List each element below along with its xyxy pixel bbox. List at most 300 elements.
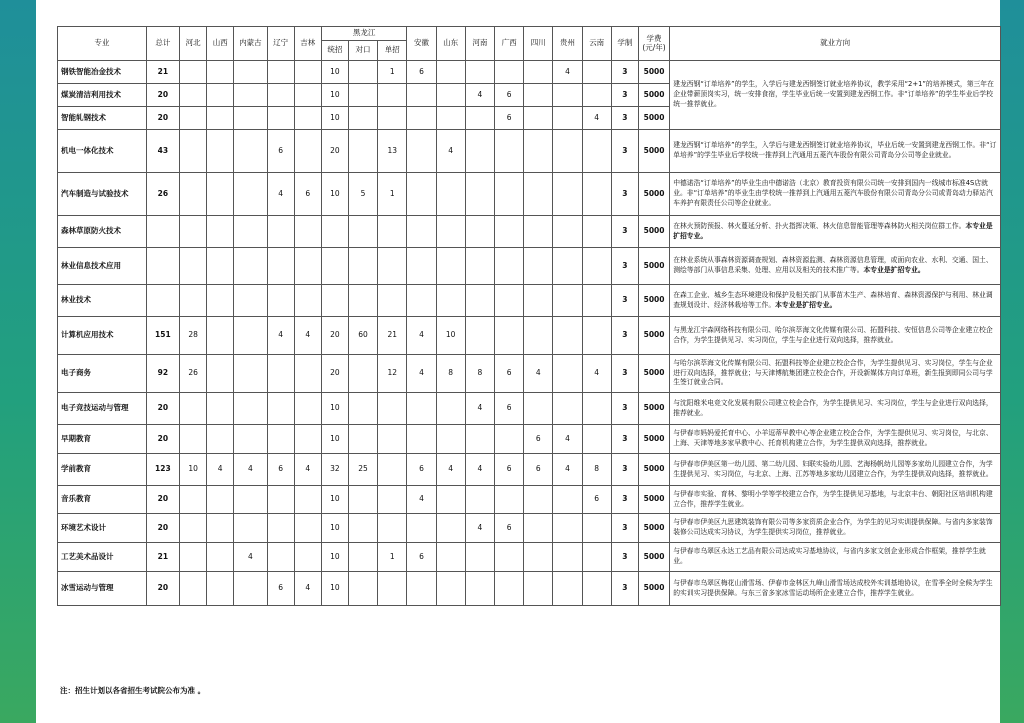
cell-shanxi (207, 216, 234, 248)
cell-danzhao (378, 84, 407, 107)
cell-tongzhao: 10 (321, 173, 348, 216)
header-hlj-danzhao: 单招 (378, 41, 407, 61)
major-name: 智能轧钢技术 (58, 107, 147, 130)
cell-danzhao (378, 514, 407, 543)
cell-liaoning (267, 425, 294, 454)
cell-jilin (294, 486, 321, 514)
cell-jilin (294, 355, 321, 393)
employment-text: 在林火预防预报、林火蔓延分析、扑火指挥决策、林火信息智能管理等森林防火相关岗位群工作。 (673, 221, 966, 230)
cell-shandong (436, 486, 465, 514)
cell-duikou (348, 130, 377, 173)
employment-direction (670, 454, 1001, 486)
cell-danzhao: 21 (378, 317, 407, 355)
cell-total: 20 (146, 107, 179, 130)
cell-anhui (407, 216, 436, 248)
cell-henan: 4 (465, 84, 494, 107)
cell-total: 20 (146, 425, 179, 454)
cell-guizhou (553, 173, 582, 216)
cell-guizhou (553, 216, 582, 248)
cell-liaoning (267, 285, 294, 317)
table-row (58, 355, 1001, 393)
cell-henan: 4 (465, 393, 494, 425)
header-henan: 河南 (465, 27, 494, 61)
table-row (58, 130, 1001, 173)
cell-yunnan (582, 514, 611, 543)
cell-total: 26 (146, 173, 179, 216)
cell-guizhou (553, 486, 582, 514)
employment-text: 与哈尔滨萃海文化传媒有限公司、拓盟科技等企业建立校企合作，为学生提供见习、实习岗位，学生与企业进行双向选择，推荐就业；与天津博航集团建立校企合作，开设新媒体方向订单班，新生报到即同公司与学生签订就业合同。 (673, 358, 993, 387)
footnote: 注：招生计划以各省招生考试院公布为准 。 (60, 686, 206, 695)
cell-guizhou (553, 84, 582, 107)
employment-direction (670, 393, 1001, 425)
cell-yunnan: 6 (582, 486, 611, 514)
cell-yunnan (582, 543, 611, 572)
cell-shandong (436, 425, 465, 454)
cell-liaoning (267, 514, 294, 543)
header-yunnan: 云南 (582, 27, 611, 61)
cell-anhui (407, 248, 436, 285)
cell-sichuan (524, 61, 553, 84)
cell-jilin (294, 216, 321, 248)
cell-sichuan (524, 84, 553, 107)
cell-liaoning (267, 543, 294, 572)
cell-fee: 5000 (638, 285, 669, 317)
cell-guizhou: 4 (553, 61, 582, 84)
cell-anhui: 4 (407, 355, 436, 393)
cell-liaoning (267, 248, 294, 285)
cell-guangxi: 6 (494, 107, 523, 130)
cell-sichuan (524, 216, 553, 248)
cell-henan (465, 486, 494, 514)
cell-tongzhao (321, 285, 348, 317)
cell-shanxi (207, 248, 234, 285)
major-name: 机电一体化技术 (58, 130, 147, 173)
cell-guangxi (494, 130, 523, 173)
cell-sichuan (524, 285, 553, 317)
cell-shandong (436, 285, 465, 317)
cell-jilin: 6 (294, 173, 321, 216)
cell-fee: 5000 (638, 173, 669, 216)
document-sheet (36, 0, 1000, 723)
employment-text: 建龙西钢“订单培养”的学生，入学后与建龙西钢签订就业培养协议，毕业后统一安置到建龙西钢工作。非“订单培养”的学生毕业后学校统一推荐到上汽通用五菱汽车股份有限公司青岛分公司等企业就业。 (673, 141, 997, 159)
cell-neimenggu: 4 (234, 454, 267, 486)
header-row-1 (58, 27, 1001, 41)
header-guizhou: 贵州 (553, 27, 582, 61)
cell-liaoning (267, 486, 294, 514)
cell-henan (465, 317, 494, 355)
cell-years: 3 (611, 486, 638, 514)
cell-tongzhao: 10 (321, 107, 348, 130)
employment-bold: 本专业是扩招专业。 (673, 221, 993, 240)
cell-shanxi (207, 61, 234, 84)
cell-fee: 5000 (638, 425, 669, 454)
cell-shandong (436, 107, 465, 130)
cell-shanxi (207, 285, 234, 317)
header-shandong: 山东 (436, 27, 465, 61)
cell-henan (465, 107, 494, 130)
cell-shandong (436, 173, 465, 216)
cell-neimenggu (234, 355, 267, 393)
cell-shanxi (207, 355, 234, 393)
cell-jilin: 4 (294, 454, 321, 486)
cell-shanxi (207, 393, 234, 425)
employment-direction (670, 425, 1001, 454)
cell-jilin: 4 (294, 572, 321, 606)
table-row (58, 173, 1001, 216)
cell-sichuan (524, 486, 553, 514)
cell-tongzhao: 20 (321, 317, 348, 355)
cell-total (146, 216, 179, 248)
major-name: 电子竞技运动与管理 (58, 393, 147, 425)
cell-tongzhao: 10 (321, 486, 348, 514)
cell-hebei (180, 173, 207, 216)
cell-duikou (348, 425, 377, 454)
employment-text: 中德诺浩“订单培养”的毕业生由中德诺浩（北京）教育投资有限公司统一安排到国内一线城市标准4S店就业。非“订单培养”的毕业生由学校统一推荐到上汽通用五菱汽车股份有限公司青岛分公司或青岛动力驿站汽车养护有限责任公司等企业就业。 (673, 179, 993, 207)
cell-yunnan (582, 285, 611, 317)
cell-jilin (294, 61, 321, 84)
cell-shandong (436, 84, 465, 107)
cell-tongzhao: 10 (321, 393, 348, 425)
cell-henan (465, 572, 494, 606)
cell-years: 3 (611, 393, 638, 425)
cell-hebei (180, 84, 207, 107)
cell-years: 3 (611, 84, 638, 107)
cell-years: 3 (611, 285, 638, 317)
cell-henan (465, 425, 494, 454)
cell-sichuan (524, 130, 553, 173)
header-hlj-tongzhao: 统招 (321, 41, 348, 61)
cell-guizhou (553, 317, 582, 355)
cell-danzhao (378, 454, 407, 486)
cell-anhui (407, 173, 436, 216)
cell-shanxi (207, 514, 234, 543)
cell-sichuan (524, 543, 553, 572)
cell-shandong (436, 514, 465, 543)
major-name: 林业信息技术应用 (58, 248, 147, 285)
cell-henan: 4 (465, 454, 494, 486)
employment-text: 与伊春市伊美区第一幼儿园、第二幼儿园、妇联实验幼儿园、艺海杨帆幼儿园等多家幼儿园建立合作，为学生提供见习、实习岗位，与北京、上海、江苏等地多家幼儿园建立合作，为学生提供双向选择，推荐就业。 (673, 459, 993, 478)
cell-jilin (294, 543, 321, 572)
cell-shanxi (207, 317, 234, 355)
cell-total: 43 (146, 130, 179, 173)
employment-direction (670, 486, 1001, 514)
employment-bold: 本专业是扩招专业。 (863, 266, 925, 274)
cell-years: 3 (611, 216, 638, 248)
cell-guizhou (553, 543, 582, 572)
cell-years: 3 (611, 572, 638, 606)
header-neimenggu: 内蒙古 (234, 27, 267, 61)
cell-neimenggu (234, 61, 267, 84)
cell-tongzhao: 10 (321, 572, 348, 606)
cell-fee: 5000 (638, 572, 669, 606)
cell-neimenggu (234, 285, 267, 317)
cell-neimenggu (234, 486, 267, 514)
cell-tongzhao: 20 (321, 130, 348, 173)
header-guangxi: 广西 (494, 27, 523, 61)
cell-danzhao (378, 572, 407, 606)
cell-shandong (436, 572, 465, 606)
cell-tongzhao: 20 (321, 355, 348, 393)
cell-liaoning (267, 84, 294, 107)
cell-guangxi (494, 317, 523, 355)
cell-duikou: 25 (348, 454, 377, 486)
cell-liaoning (267, 355, 294, 393)
cell-fee: 5000 (638, 393, 669, 425)
cell-yunnan (582, 130, 611, 173)
cell-sichuan (524, 173, 553, 216)
cell-duikou (348, 61, 377, 84)
major-name: 冰雪运动与管理 (58, 572, 147, 606)
cell-anhui (407, 84, 436, 107)
cell-jilin (294, 285, 321, 317)
cell-shandong: 10 (436, 317, 465, 355)
cell-jilin: 4 (294, 317, 321, 355)
right-decorative-bar (1000, 0, 1024, 723)
cell-years: 3 (611, 425, 638, 454)
cell-jilin (294, 84, 321, 107)
employment-bold: 本专业是扩招专业。 (775, 300, 837, 309)
cell-guangxi: 6 (494, 84, 523, 107)
cell-anhui: 6 (407, 61, 436, 84)
cell-shanxi (207, 173, 234, 216)
cell-yunnan (582, 248, 611, 285)
major-name: 钢铁智能冶金技术 (58, 61, 147, 84)
major-name: 林业技术 (58, 285, 147, 317)
cell-guizhou (553, 572, 582, 606)
table-row (58, 425, 1001, 454)
cell-sichuan (524, 514, 553, 543)
cell-total: 21 (146, 543, 179, 572)
cell-guangxi (494, 248, 523, 285)
cell-guangxi (494, 61, 523, 84)
employment-text: 在林业系统从事森林资源调查规划、森林资源监测、森林资源信息管理，或面向农业、水利、交通、国土、测绘等部门从事信息采集、处理、应用以及相关的技术推广等。 (673, 256, 993, 274)
cell-hebei (180, 425, 207, 454)
cell-guizhou (553, 130, 582, 173)
employment-direction (670, 130, 1001, 173)
cell-liaoning: 4 (267, 317, 294, 355)
cell-danzhao (378, 248, 407, 285)
cell-danzhao (378, 486, 407, 514)
cell-guangxi: 6 (494, 393, 523, 425)
cell-duikou (348, 248, 377, 285)
cell-fee: 5000 (638, 61, 669, 84)
cell-years: 3 (611, 514, 638, 543)
cell-guizhou: 4 (553, 454, 582, 486)
cell-hebei (180, 514, 207, 543)
cell-danzhao: 1 (378, 61, 407, 84)
table-row (58, 317, 1001, 355)
employment-text: 与沈阳维米电竞文化发展有限公司建立校企合作，为学生提供见习、实习岗位，学生与企业进行双向选择，推荐就业。 (673, 398, 993, 417)
major-name: 早期教育 (58, 425, 147, 454)
cell-henan: 8 (465, 355, 494, 393)
cell-anhui (407, 425, 436, 454)
employment-direction (670, 317, 1001, 355)
cell-neimenggu (234, 425, 267, 454)
employment-direction (670, 572, 1001, 606)
cell-duikou (348, 543, 377, 572)
cell-yunnan: 4 (582, 355, 611, 393)
header-hebei: 河北 (180, 27, 207, 61)
cell-guizhou (553, 107, 582, 130)
cell-neimenggu (234, 107, 267, 130)
cell-duikou (348, 486, 377, 514)
cell-guizhou (553, 285, 582, 317)
cell-tongzhao: 10 (321, 543, 348, 572)
cell-tongzhao: 10 (321, 514, 348, 543)
cell-sichuan: 6 (524, 425, 553, 454)
cell-total (146, 285, 179, 317)
cell-sichuan (524, 248, 553, 285)
cell-danzhao (378, 216, 407, 248)
header-total: 总计 (146, 27, 179, 61)
major-name: 工艺美术品设计 (58, 543, 147, 572)
cell-years: 3 (611, 130, 638, 173)
cell-hebei: 26 (180, 355, 207, 393)
cell-duikou (348, 216, 377, 248)
cell-shanxi (207, 84, 234, 107)
cell-years: 3 (611, 543, 638, 572)
cell-neimenggu (234, 248, 267, 285)
cell-duikou (348, 572, 377, 606)
cell-duikou (348, 393, 377, 425)
cell-hebei (180, 216, 207, 248)
cell-henan (465, 216, 494, 248)
cell-anhui (407, 107, 436, 130)
employment-direction (670, 248, 1001, 285)
employment-direction (670, 285, 1001, 317)
cell-liaoning: 6 (267, 572, 294, 606)
table-row (58, 248, 1001, 285)
cell-jilin (294, 514, 321, 543)
cell-anhui: 6 (407, 454, 436, 486)
cell-hebei (180, 543, 207, 572)
cell-anhui: 6 (407, 543, 436, 572)
cell-duikou (348, 355, 377, 393)
cell-shandong: 4 (436, 130, 465, 173)
employment-direction (670, 173, 1001, 216)
table-row (58, 61, 1001, 84)
cell-guizhou (553, 248, 582, 285)
cell-total: 20 (146, 84, 179, 107)
cell-henan (465, 543, 494, 572)
left-decorative-bar (0, 0, 36, 723)
table-row (58, 543, 1001, 572)
cell-fee: 5000 (638, 514, 669, 543)
cell-guizhou (553, 514, 582, 543)
cell-sichuan (524, 317, 553, 355)
cell-guizhou (553, 355, 582, 393)
cell-liaoning (267, 107, 294, 130)
cell-danzhao: 1 (378, 543, 407, 572)
major-name: 环境艺术设计 (58, 514, 147, 543)
cell-guangxi: 6 (494, 355, 523, 393)
cell-henan (465, 248, 494, 285)
cell-years: 3 (611, 173, 638, 216)
cell-shanxi (207, 543, 234, 572)
cell-sichuan (524, 572, 553, 606)
cell-shanxi (207, 130, 234, 173)
cell-henan (465, 61, 494, 84)
cell-jilin (294, 393, 321, 425)
cell-guangxi (494, 486, 523, 514)
cell-tongzhao (321, 216, 348, 248)
cell-total: 20 (146, 393, 179, 425)
cell-years: 3 (611, 355, 638, 393)
cell-shanxi (207, 486, 234, 514)
cell-guangxi (494, 572, 523, 606)
cell-years: 3 (611, 107, 638, 130)
cell-hebei: 10 (180, 454, 207, 486)
cell-duikou: 5 (348, 173, 377, 216)
major-name: 煤炭清洁利用技术 (58, 84, 147, 107)
major-name: 学前教育 (58, 454, 147, 486)
cell-liaoning: 6 (267, 454, 294, 486)
cell-shandong: 4 (436, 454, 465, 486)
cell-shanxi (207, 107, 234, 130)
cell-yunnan: 8 (582, 454, 611, 486)
cell-duikou: 60 (348, 317, 377, 355)
cell-anhui: 4 (407, 486, 436, 514)
cell-tongzhao (321, 248, 348, 285)
major-name: 汽车制造与试验技术 (58, 173, 147, 216)
cell-fee: 5000 (638, 454, 669, 486)
header-fee: 学费 (元/年) (638, 27, 669, 61)
cell-neimenggu: 4 (234, 543, 267, 572)
employment-text: 与伊春市妈妈爱托育中心、小羊逗蒂早教中心等企业建立校企合作，为学生提供见习、实习岗位，与北京、上海、天津等地多家早教中心、托育机构建立合作，为学生提供双向选择，推荐就业。 (673, 429, 993, 447)
cell-duikou (348, 107, 377, 130)
cell-tongzhao: 10 (321, 61, 348, 84)
cell-liaoning: 6 (267, 130, 294, 173)
header-jilin: 吉林 (294, 27, 321, 61)
cell-guangxi (494, 173, 523, 216)
cell-fee: 5000 (638, 248, 669, 285)
cell-sichuan (524, 107, 553, 130)
cell-jilin (294, 248, 321, 285)
cell-shandong (436, 248, 465, 285)
cell-shandong: 8 (436, 355, 465, 393)
cell-hebei (180, 393, 207, 425)
table-row (58, 514, 1001, 543)
cell-danzhao (378, 107, 407, 130)
cell-guangxi: 6 (494, 454, 523, 486)
employment-direction (670, 514, 1001, 543)
major-name: 电子商务 (58, 355, 147, 393)
cell-tongzhao: 32 (321, 454, 348, 486)
header-shanxi: 山西 (207, 27, 234, 61)
header-sichuan: 四川 (524, 27, 553, 61)
employment-direction (670, 61, 1001, 130)
cell-fee: 5000 (638, 130, 669, 173)
cell-total: 20 (146, 486, 179, 514)
cell-jilin (294, 107, 321, 130)
cell-fee: 5000 (638, 543, 669, 572)
cell-hebei (180, 572, 207, 606)
header-liaoning: 辽宁 (267, 27, 294, 61)
cell-guizhou: 4 (553, 425, 582, 454)
table-row (58, 572, 1001, 606)
major-name: 森林草原防火技术 (58, 216, 147, 248)
employment-text: 与伊春市乌翠区永达工艺品有限公司达成实习基地协议，与省内多家文创企业形成合作框架，推荐学生就业。 (673, 547, 986, 565)
cell-fee: 5000 (638, 317, 669, 355)
cell-yunnan (582, 317, 611, 355)
cell-fee: 5000 (638, 107, 669, 130)
cell-hebei: 28 (180, 317, 207, 355)
major-name: 计算机应用技术 (58, 317, 147, 355)
cell-guizhou (553, 393, 582, 425)
header-years: 学制 (611, 27, 638, 61)
header-heilongjiang: 黑龙江 (321, 27, 407, 41)
cell-anhui: 4 (407, 317, 436, 355)
